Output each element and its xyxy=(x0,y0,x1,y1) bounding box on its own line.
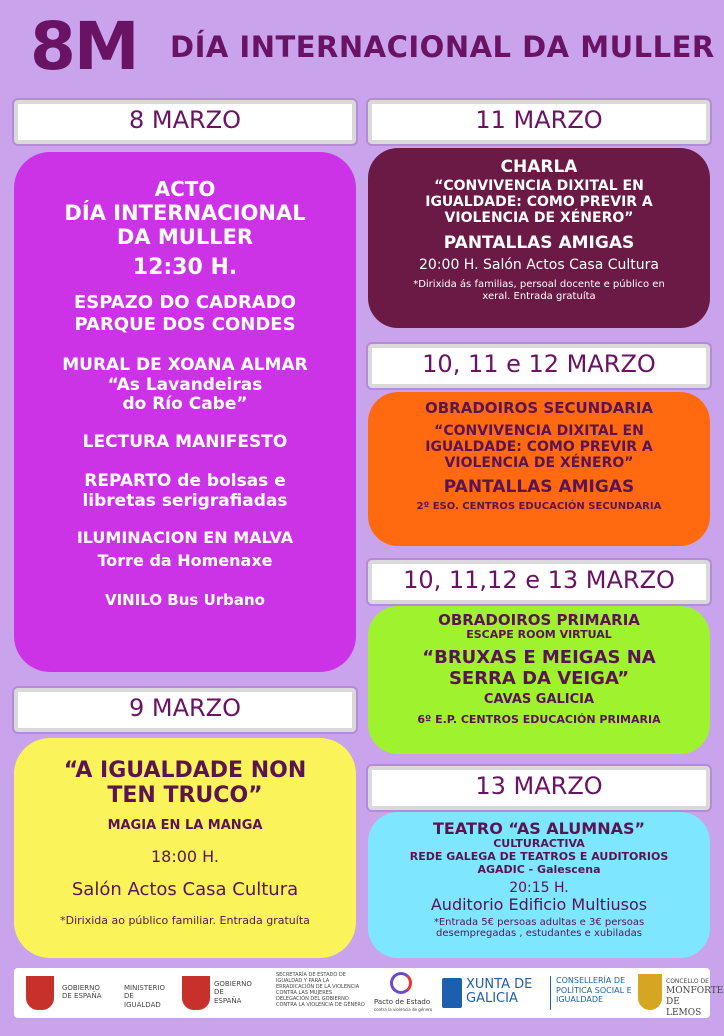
date-9-marzo: 9 MARZO xyxy=(14,688,356,732)
card-11-marzo xyxy=(368,148,710,328)
spain-shield-icon xyxy=(26,976,54,1010)
primaria-sub: ESCAPE ROOM VIRTUAL xyxy=(466,628,612,642)
primaria-org: CAVAS GALICIA xyxy=(483,692,595,708)
delegacion-label: DELEGACIÓN DEL GOBIERNO CONTRA LA VIOLENCIA DE GÉNERO xyxy=(276,996,365,1008)
teatro-org-2: REDE GALEGA DE TEATROS E AUDITORIOS xyxy=(409,850,669,864)
teatro-org-3: AGADIC - Galescena xyxy=(477,862,601,876)
card-13-marzo xyxy=(368,812,710,958)
secundaria-label: OBRADOIROS SECUNDARIA xyxy=(424,399,654,417)
xunta-divider xyxy=(550,976,551,1010)
concello-label: CONCELLO DE xyxy=(666,978,709,985)
teatro-note-2: desempregadas , estudantes e xubiladas xyxy=(436,928,642,940)
monforte-shield-icon xyxy=(638,974,662,1010)
primaria-label: OBRADOIROS PRIMARIA xyxy=(438,611,640,629)
header-8m: 8M xyxy=(30,8,138,85)
mural-title-1: “As Lavandeiras xyxy=(107,374,263,395)
place-2: PARQUE DOS CONDES xyxy=(74,314,296,336)
magia-sub: MAGIA EN LA MANGA xyxy=(107,817,263,833)
teatro-note-1: *Entrada 5€ persoas adultas e 3€ persoas xyxy=(433,916,645,928)
primaria-audience: 6º E.P. CENTROS EDUCACIÓN PRIMARIA xyxy=(417,713,661,727)
charla-time-place: 20:00 H. Salón Actos Casa Cultura xyxy=(419,257,659,274)
pacto-estado-sub: contra la violencia de género xyxy=(374,1007,433,1012)
secundaria-title-1: “CONVIVENCIA DIXITAL EN xyxy=(434,423,644,440)
acto-label: ACTO xyxy=(154,177,216,201)
date-8-marzo: 8 MARZO xyxy=(14,100,356,144)
charla-label: CHARLA xyxy=(500,157,578,177)
mural-title-2: do Río Cabe” xyxy=(122,394,248,415)
card-8-marzo xyxy=(14,152,356,672)
xunta-emblem-icon xyxy=(442,978,462,1008)
iluminacion-2: Torre da Homenaxe xyxy=(97,550,273,570)
magia-title-1: “A IGUALDADE NON xyxy=(63,758,307,783)
mural-label: MURAL DE XOANA ALMAR xyxy=(62,354,308,375)
charla-title-3: VIOLENCIA DE XÉNERO” xyxy=(444,209,634,226)
page-title: DÍA INTERNACIONAL DA MULLER xyxy=(170,30,715,64)
acto-title-1: DÍA INTERNACIONAL xyxy=(64,201,306,225)
place-1: ESPAZO DO CADRADO xyxy=(74,291,296,313)
charla-note-1: *Dirixida ás familias, persoal docente e público en xyxy=(413,279,665,291)
acto-time: 12:30 H. xyxy=(132,255,238,281)
secretaria-label: SECRETARÍA DE ESTADO DE IGUALDAD Y PARA LA ERRADICACIÓN DE LA VIOLENCIA CONTRA LAS MUJERES xyxy=(276,972,360,996)
gobierno-label-1: GOBIERNO DE ESPAÑA xyxy=(62,984,102,1001)
magia-place: Salón Actos Casa Cultura xyxy=(71,878,299,900)
secundaria-audience: 2º ESO. CENTROS EDUCACIÓN SECUNDARIA xyxy=(416,501,662,513)
magia-title-2: TEN TRUCO” xyxy=(107,783,263,809)
card-obradoiros-secundaria xyxy=(368,392,710,546)
reparto-2: libretas serigrafiadas xyxy=(82,490,288,511)
vinilo: VINILO Bus Urbano xyxy=(104,591,265,610)
primaria-title-1: “BRUXAS E MEIGAS NA xyxy=(422,646,656,668)
gobierno-label-2: GOBIERNO DE ESPAÑA xyxy=(214,980,252,1005)
teatro-org-1: CULTURACTIVA xyxy=(493,837,585,851)
magia-time: 18:00 H. xyxy=(150,846,220,866)
primaria-title-2: SERRA DA VEIGA” xyxy=(448,667,630,689)
date-11-marzo: 11 MARZO xyxy=(368,100,710,144)
reparto-1: REPARTO de bolsas e xyxy=(84,471,286,492)
date-10-11-12-marzo: 10, 11 e 12 MARZO xyxy=(368,344,710,388)
pacto-estado-icon xyxy=(390,972,412,994)
xunta-label: XUNTA DE GALICIA xyxy=(466,977,533,1007)
secundaria-title-3: VIOLENCIA DE XÉNERO” xyxy=(444,455,634,472)
teatro-title: TEATRO “AS ALUMNAS” xyxy=(432,819,646,838)
charla-title-1: “CONVIVENCIA DIXITAL EN xyxy=(434,177,644,194)
secundaria-org: PANTALLAS AMIGAS xyxy=(443,476,635,497)
sponsor-logos xyxy=(14,968,724,1018)
date-13-marzo: 13 MARZO xyxy=(368,766,710,810)
magia-note: *Dirixida ao público familiar. Entrada gratuíta xyxy=(60,913,310,927)
charla-org: PANTALLAS AMIGAS xyxy=(443,232,635,253)
card-9-marzo xyxy=(14,738,356,958)
charla-note-2: xeral. Entrada gratuíta xyxy=(482,290,596,302)
card-obradoiros-primaria xyxy=(368,606,710,754)
teatro-time: 20:15 H. xyxy=(509,880,569,897)
date-10-11-12-13-marzo: 10, 11,12 e 13 MARZO xyxy=(368,560,710,604)
lectura-manifesto: LECTURA MANIFESTO xyxy=(82,431,288,452)
charla-title-2: IGUALDADE: COMO PREVIR A xyxy=(425,193,653,210)
teatro-place: Auditorio Edificio Multiusos xyxy=(430,895,648,915)
spain-shield-icon-2 xyxy=(182,976,210,1010)
pacto-estado-label: Pacto de Estado xyxy=(374,998,431,1006)
acto-title-2: DA MULLER xyxy=(116,225,254,250)
monforte-label: MONFORTE DE LEMOS xyxy=(666,986,724,1018)
secundaria-title-2: IGUALDADE: COMO PREVIR A xyxy=(425,439,653,456)
conselleria-label: CONSELLERÍA DE POLÍTICA SOCIAL E IGUALDADE xyxy=(556,976,632,1005)
ministerio-label-1: MINISTERIO DE IGUALDAD xyxy=(124,984,165,1009)
iluminacion-1: ILUMINACION EN MALVA xyxy=(76,528,294,548)
